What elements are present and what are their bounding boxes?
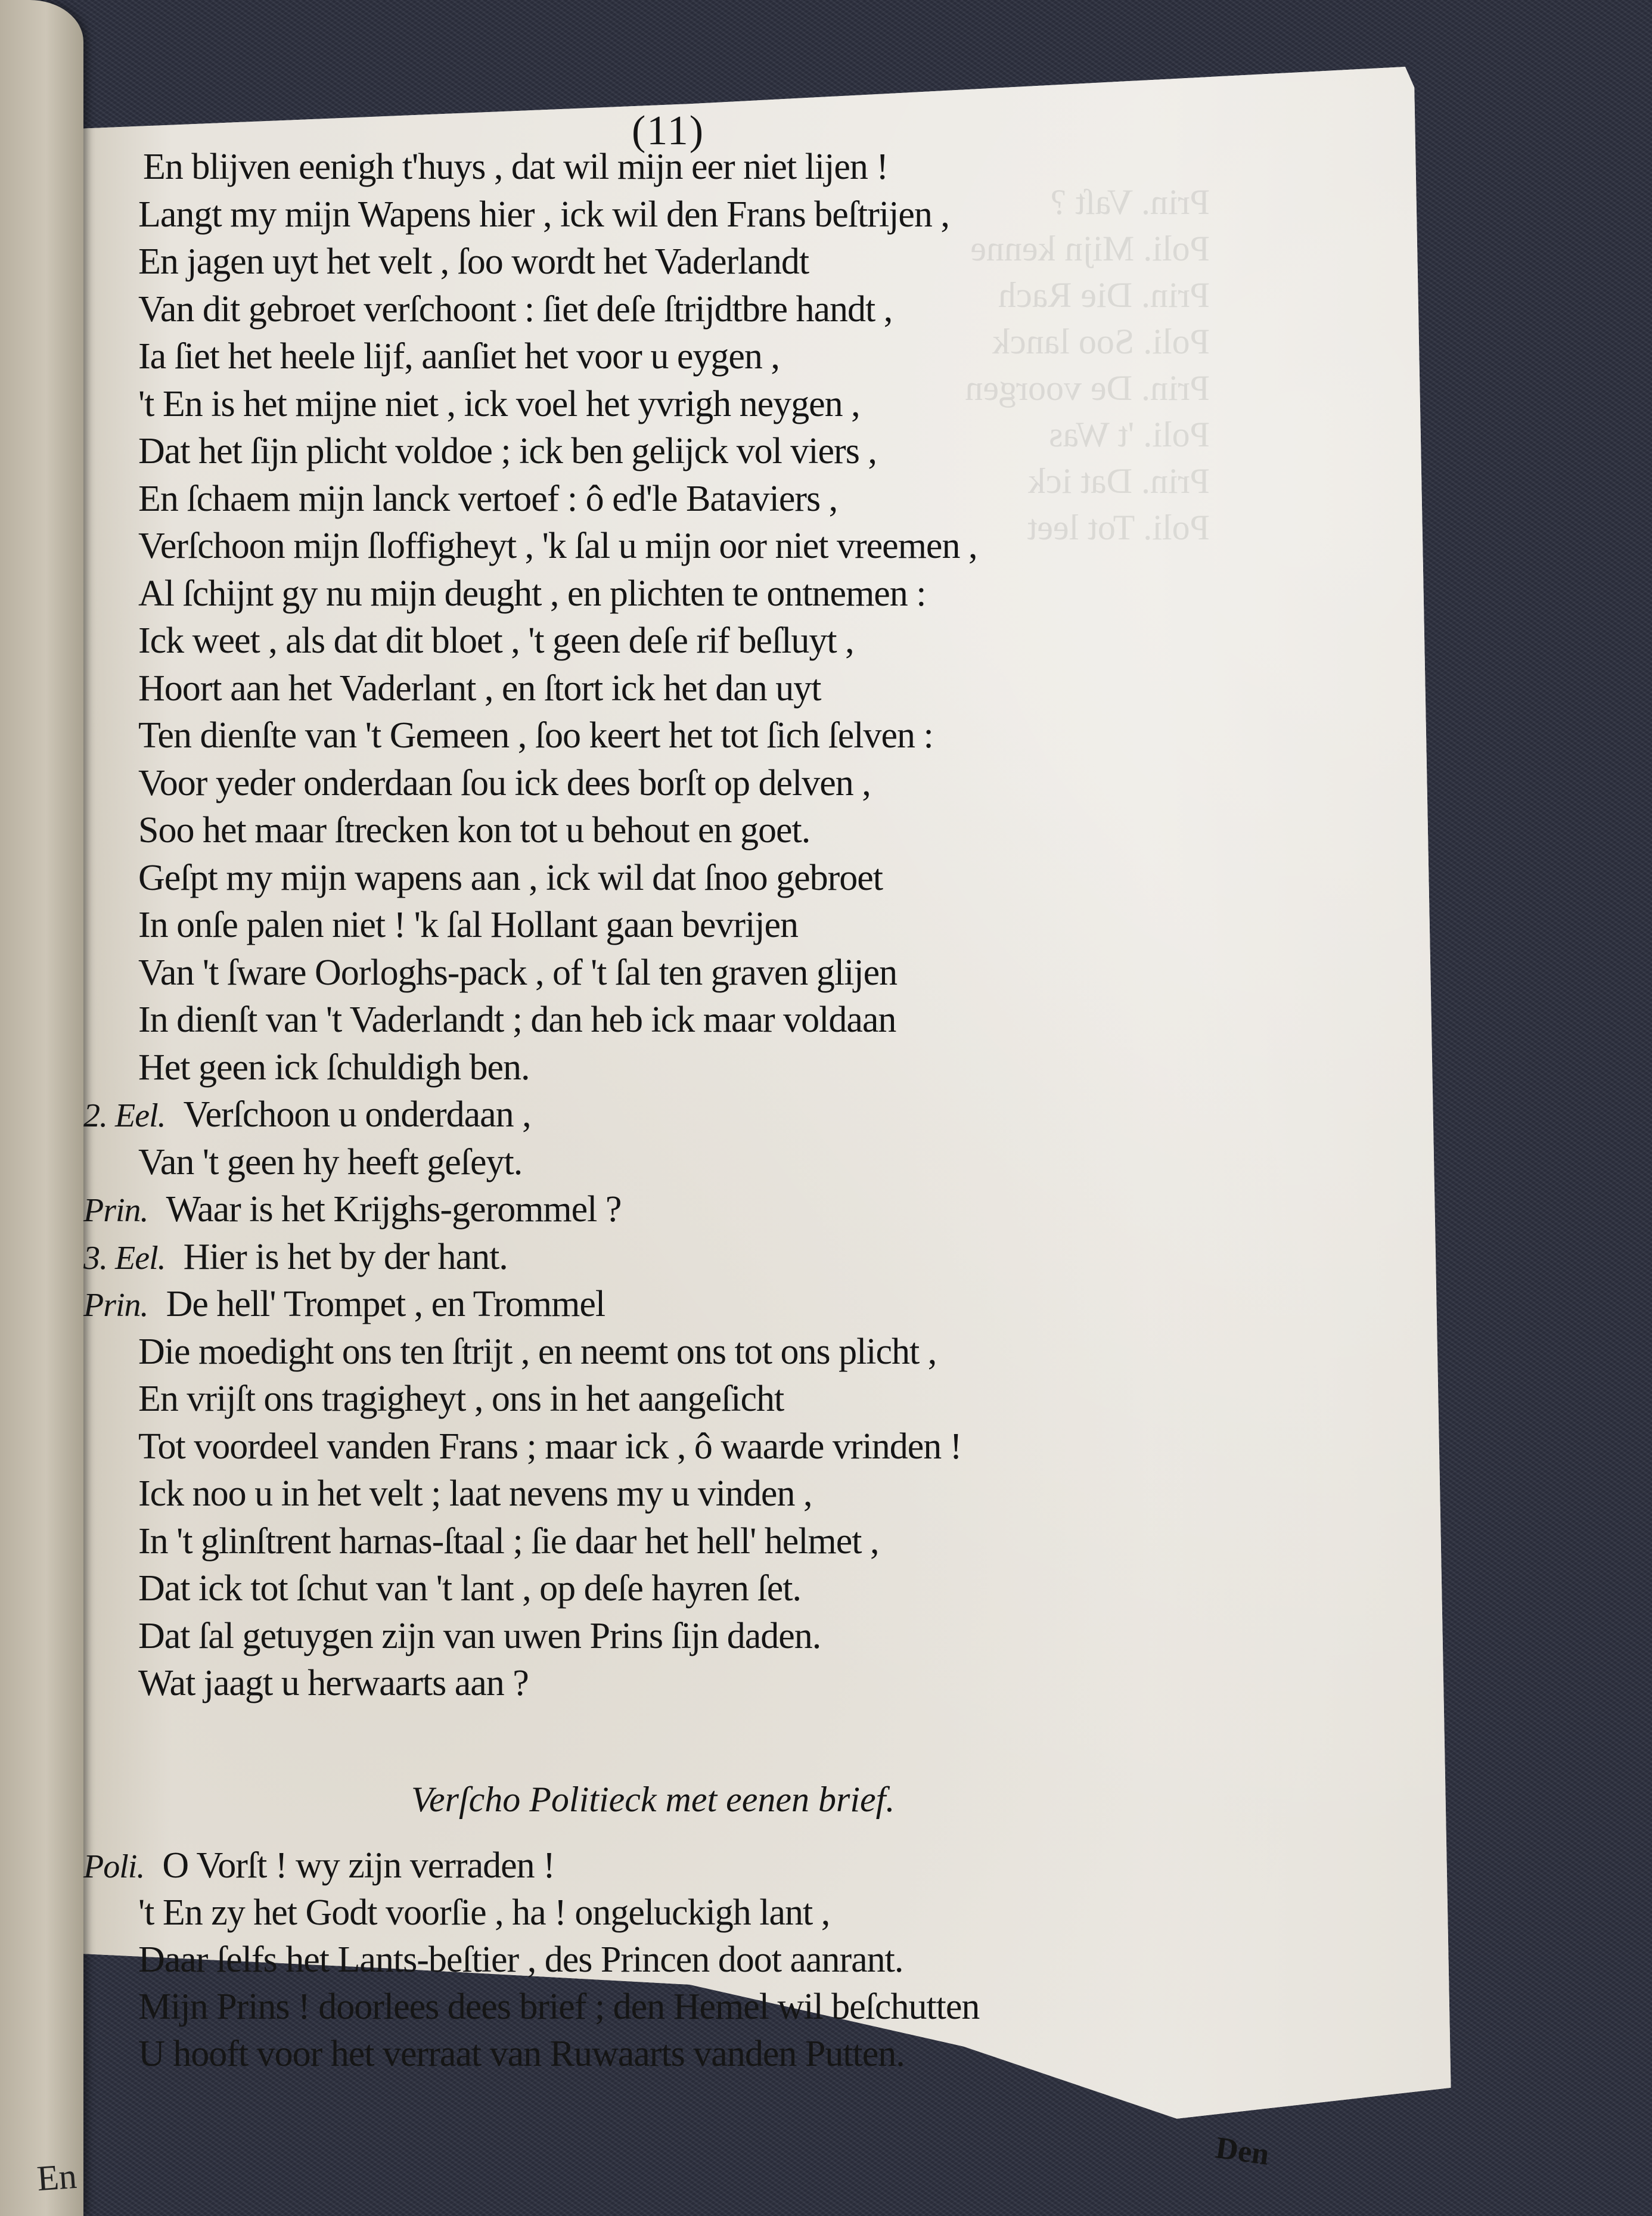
verse-text: Verſchoon mijn ſloffigheyt , 'k ſal u mijn oor niet vreemen ,: [138, 526, 977, 566]
verse-text: Van 't geen hy heeft geſeyt.: [138, 1141, 523, 1183]
verse-line: [138, 1986, 979, 2028]
verse-text: In 't glinſtrent harnas-ſtaal ; ſie daar het hell' helmet ,: [138, 1520, 879, 1562]
verse-line: [138, 1141, 522, 1184]
verse-text: 't En is het mijne niet , ick voel het yvrigh neygen ,: [138, 383, 860, 424]
verse-text: En blijven eenigh t'huys , dat wil mijn eer niet lijen !: [143, 147, 888, 187]
verse-line: [138, 715, 933, 757]
verse-text: Wat jaagt u herwaarts aan ?: [138, 1663, 529, 1703]
page-number: (11): [632, 108, 705, 154]
verse-line: [138, 1568, 801, 1610]
stage-direction: Verſcho Politieck met eenen brief.: [411, 1780, 895, 1819]
verse-text: Ick weet , als dat dit bloet , 't geen deſe rif beſluyt ,: [138, 620, 854, 661]
left-page-catchword: En: [35, 2156, 78, 2199]
verse-text: Van 't ſware Oorloghs-pack , of 't ſal ten graven glijen: [138, 952, 898, 993]
verse-text: Ick noo u in het velt ; laat nevens my u vinden ,: [138, 1473, 812, 1514]
speaker-label: 2. Eel.: [83, 1097, 166, 1134]
verse-text: Soo het maar ſtrecken kon tot u behout en goet.: [138, 810, 811, 851]
verse-line: [138, 1426, 961, 1468]
verse-text: En jagen uyt het velt , ſoo wordt het Vaderlandt: [138, 241, 809, 282]
verse-line: [138, 1520, 879, 1563]
verse-line: [138, 525, 977, 567]
verse-line: [138, 668, 821, 710]
verse-text: Dat ick tot ſchut van 't lant , op deſe hayren ſet.: [138, 1568, 801, 1609]
verse-text: In dienſt van 't Vaderlandt ; dan heb ick maar voldaan: [138, 1000, 896, 1040]
verse-text: En vrijſt ons tragigheyt , ons in het aangeſicht: [138, 1379, 784, 1419]
verse-line: [138, 194, 949, 236]
verse-line: [138, 430, 877, 473]
verse-text: Daar ſelfs het Lants-beſtier , des Princen doot aanrant.: [138, 1939, 903, 1980]
verse-text: Mijn Prins ! doorlees dees brief ; den Hemel wil beſchutten: [138, 1987, 980, 2027]
verse-line: [138, 336, 780, 378]
verse-line: [138, 620, 854, 662]
verse-text: Verſchoon u onderdaan ,: [183, 1094, 531, 1135]
verse-line: [138, 762, 871, 805]
verse-line: [138, 952, 897, 994]
verse-text: Dat het ſijn plicht voldoe ; ick ben gelijck vol viers ,: [138, 431, 877, 471]
verse-text: O Vorſt ! wy zijn verraden !: [162, 1845, 555, 1886]
verse-text: Het geen ick ſchuldigh ben.: [138, 1047, 530, 1088]
verse-line: [138, 857, 883, 899]
verse-text: U hooft voor het verraat van Ruwaarts vanden Putten.: [138, 2034, 905, 2074]
verse-text: Die moedight ons ten ſtrijt , en neemt ons tot ons plicht ,: [138, 1331, 937, 1372]
verse-line: [138, 1615, 821, 1658]
verse-line: [83, 1094, 531, 1136]
verse-text: Ia ſiet het heele lijf, aanſiet het voor u eygen ,: [138, 336, 780, 377]
verse-line: [138, 809, 810, 852]
verse-text: In onſe palen niet ! 'k ſal Hollant gaan bevrijen: [138, 905, 799, 945]
verse-text: En ſchaem mijn lanck vertoef : ô ed'le Bataviers ,: [138, 478, 838, 519]
verse-line: [138, 383, 860, 426]
verse-line: [138, 1331, 936, 1373]
verse-line: [138, 2033, 905, 2075]
speaker-label: Prin.: [83, 1287, 148, 1324]
verse-text: Al ſchijnt gy nu mijn deught , en plichten te ontnemen :: [138, 573, 926, 614]
verse-line: [138, 1378, 784, 1420]
verse-text: Voor yeder onderdaan ſou ick dees borſt op delven ,: [138, 762, 871, 803]
verse-line: [138, 573, 926, 615]
verse-line: [83, 1283, 605, 1326]
verse-text: Langt my mijn Wapens hier , ick wil den Frans beſtrijen ,: [138, 194, 949, 235]
show-through-text: Prin. Vaſt ? Poli. Mijn kenne Prin. Die Rach Poli. Soo lanck Prin. De voorgen Poli. 't Was Prin. Dat ick Poli. Tot leet: [965, 182, 1210, 547]
verse-line: [138, 1892, 830, 1934]
verse-line: [83, 1188, 621, 1231]
verse-text: 't En zy het Godt voorſie , ha ! ongeluckigh lant ,: [138, 1892, 830, 1933]
verse-text: Van dit gebroet verſchoont : ſiet deſe ſtrijdtbre handt ,: [138, 288, 893, 330]
verse-line: [138, 1662, 529, 1705]
verse-text: De hell' Trompet , en Trommel: [166, 1284, 605, 1324]
verse-text: Tot voordeel vanden Frans ; maar ick , ô waarde vrinden !: [138, 1426, 962, 1467]
verse-text: Hier is het by der hant.: [183, 1236, 508, 1277]
verse-line: [83, 1236, 508, 1278]
verse-line: [138, 904, 798, 946]
verse-line: [138, 1473, 812, 1515]
verse-text: Geſpt my mijn wapens aan , ick wil dat ſnoo gebroet: [138, 857, 883, 898]
verse-line: [143, 146, 888, 188]
verse-line: [138, 999, 896, 1041]
verse-line: [138, 478, 837, 520]
verse-text: Waar is het Krijghs-gerommel ?: [166, 1189, 622, 1230]
catchword: Den: [1213, 2131, 1272, 2172]
verse-text: Hoort aan het Vaderlant , en ſtort ick het dan uyt: [138, 668, 821, 709]
verse-line: [138, 241, 809, 283]
verse-line: [83, 1845, 555, 1887]
verse-text: Ten dienſte van 't Gemeen , ſoo keert het tot ſich ſelven :: [138, 715, 933, 756]
speaker-label: Poli.: [83, 1848, 145, 1885]
verse-line: [138, 1047, 530, 1089]
verse-line: [138, 288, 892, 331]
verse-line: [138, 1939, 903, 1981]
speaker-label: Prin.: [83, 1192, 148, 1229]
verse-text: Dat ſal getuygen zijn van uwen Prins ſijn daden.: [138, 1615, 821, 1656]
speaker-label: 3. Eel.: [83, 1239, 166, 1277]
